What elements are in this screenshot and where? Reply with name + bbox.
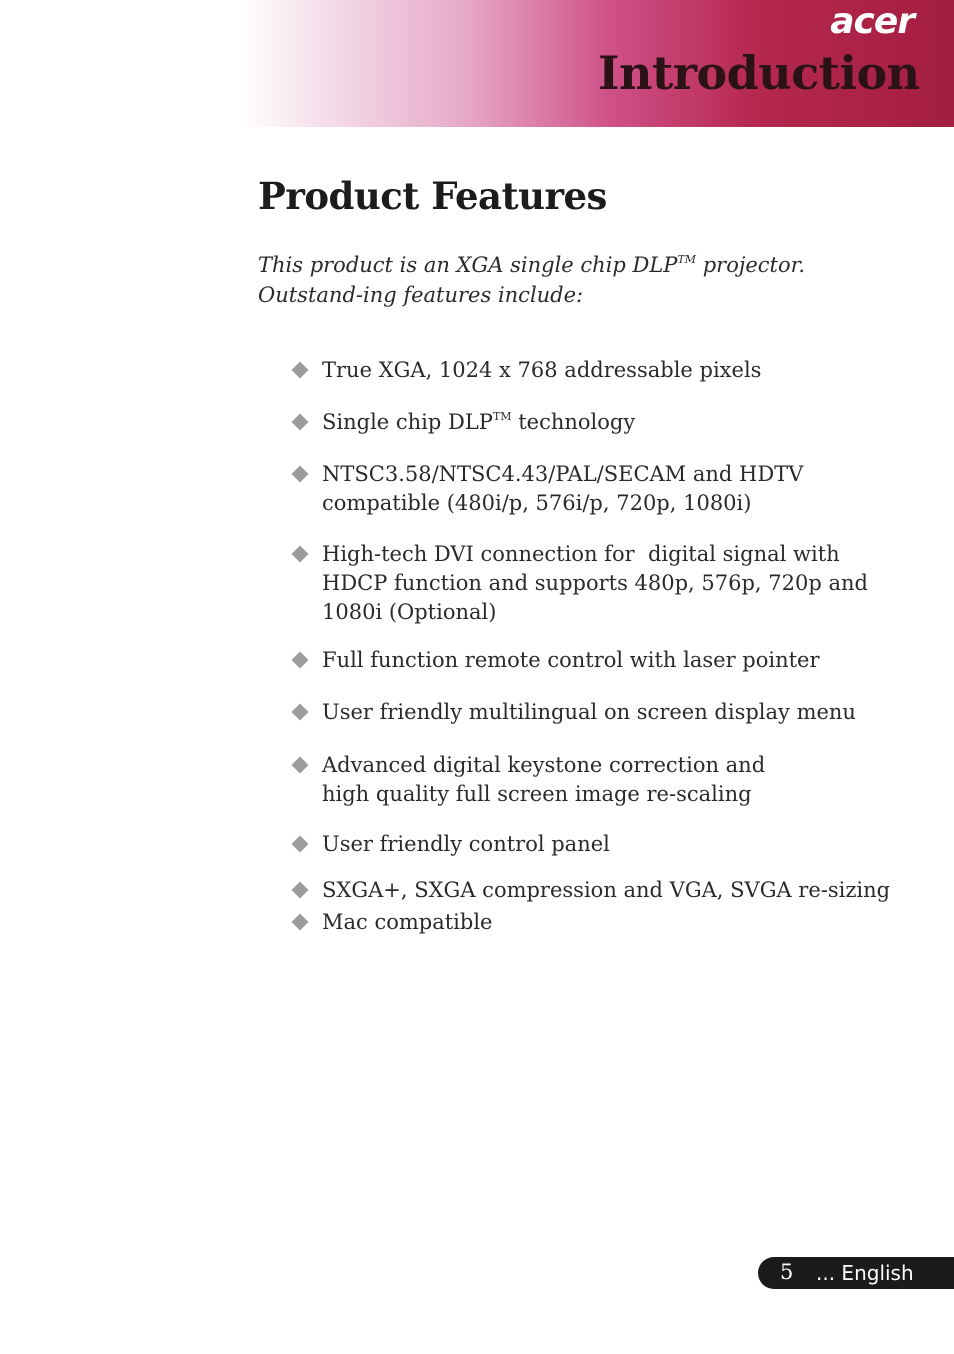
diamond-bullet-icon [292,836,308,852]
feature-item [292,876,892,905]
language-label: ... English [816,1261,914,1285]
feature-item [292,908,892,937]
feature-text: NTSC3.58/NTSC4.43/PAL/SECAM and HDTV compatible (480i/p, 576i/p, 720p, 1080i) [322,462,811,515]
feature-item [292,646,892,675]
chapter-title: Introduction [598,46,920,100]
diamond-bullet-icon [292,362,308,378]
page-number: 5 [780,1260,794,1284]
diamond-bullet-icon [292,466,308,482]
intro-text-continued: projector. Outstand-ing features include: [258,253,806,307]
diamond-bullet-icon [292,757,308,773]
diamond-bullet-icon [292,914,308,930]
feature-text: User friendly multilingual on screen display menu [322,700,856,724]
feature-text: Mac compatible [322,910,493,934]
feature-item [292,540,892,627]
feature-text: Single chip DLP [322,410,493,434]
feature-text: Full function remote control with laser pointer [322,648,820,672]
feature-item [292,751,892,809]
page-footer-tab [758,1257,954,1289]
section-title: Product Features [258,174,607,218]
feature-item [292,408,892,437]
feature-text: User friendly control panel [322,832,610,856]
diamond-bullet-icon [292,882,308,898]
feature-item [292,830,892,859]
feature-text: High-tech DVI connection for digital signal with HDCP function and supports 480p, 576p, 720p and 1080i (Optional) [322,542,875,624]
diamond-bullet-icon [292,414,308,430]
acer-logo: acer [830,1,914,42]
intro-text: This product is an XGA single chip DLP [258,253,678,277]
diamond-bullet-icon [292,704,308,720]
feature-text: SXGA+, SXGA compression and VGA, SVGA re-sizing [322,878,891,902]
trademark-superscript: TM [492,410,512,423]
intro-paragraph [258,250,898,310]
diamond-bullet-icon [292,546,308,562]
feature-item [292,356,892,385]
feature-text: True XGA, 1024 x 768 addressable pixels [322,358,762,382]
feature-item [292,460,892,518]
feature-item [292,698,892,727]
feature-text: Advanced digital keystone correction and high quality full screen image re-scaling [322,753,772,806]
diamond-bullet-icon [292,652,308,668]
feature-text-continued: technology [511,410,636,434]
feature-text-group [322,408,892,437]
trademark-superscript: TM [677,253,697,266]
